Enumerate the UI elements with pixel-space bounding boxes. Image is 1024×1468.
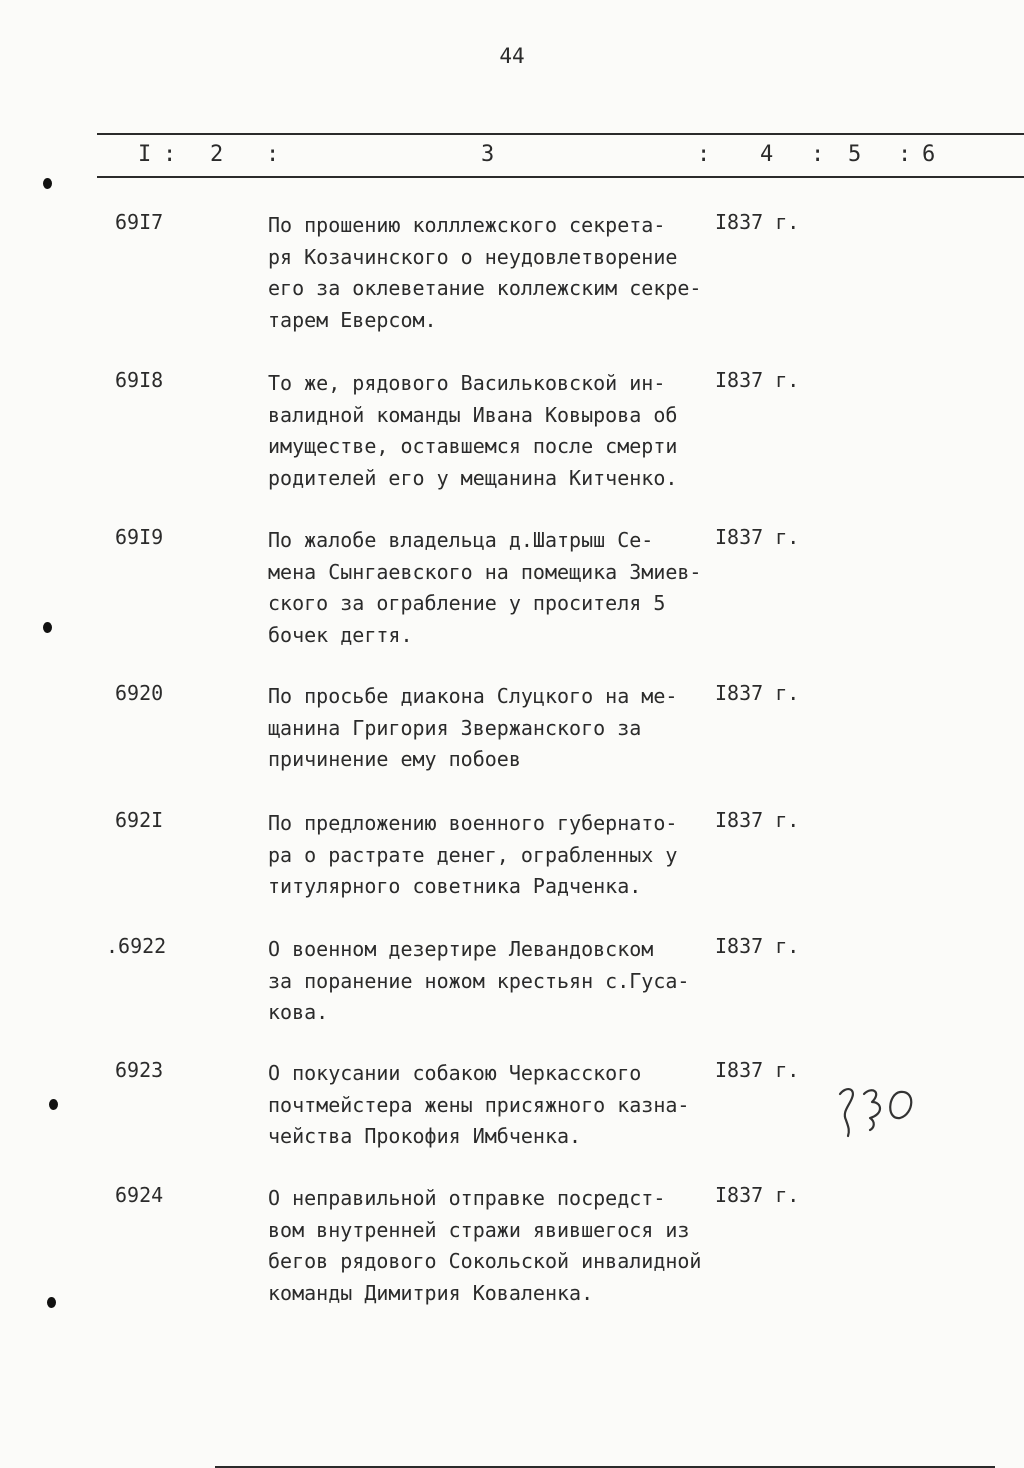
page-number: 44 [499, 44, 525, 68]
case-number: 692I [115, 808, 164, 832]
description-line: почтмейстера жены присяжного казна- [268, 1092, 690, 1117]
description-line: ра о растрате денег, ограбленных у [268, 842, 678, 867]
case-number: 6920 [115, 681, 164, 705]
case-number: 69I9 [115, 525, 164, 549]
case-description [268, 1183, 708, 1309]
description-line: кова. [268, 1000, 329, 1024]
description-line: О военном дезертире Левандовском [268, 937, 654, 961]
description-line: бегов рядового Сокольской инвалидной [268, 1249, 702, 1273]
header-col-6: 6 [922, 142, 936, 167]
header-bottom-rule [97, 176, 1024, 178]
header-sep: : [898, 142, 912, 167]
header-sep: : [697, 142, 711, 167]
handwritten-note [830, 1080, 930, 1140]
case-number: 69I7 [115, 210, 164, 234]
header-col-2: 2 [210, 142, 224, 167]
header-col-1: I [138, 142, 152, 167]
description-line: То же, рядового Васильковской ин- [268, 371, 666, 395]
header-sep: : [163, 142, 177, 167]
case-year: I837 г. [715, 1058, 800, 1082]
binding-hole [43, 622, 52, 633]
description-line: ского за ограбление у просителя 5 [268, 591, 666, 615]
description-line: команды Димитрия Коваленка. [268, 1280, 594, 1305]
case-description [268, 368, 708, 494]
description-line: О покусании собакою Черкасского [268, 1061, 642, 1085]
case-number: 69I8 [115, 368, 164, 392]
binding-hole [49, 1099, 58, 1110]
description-line: О неправильной отправке посредст- [268, 1186, 666, 1210]
header-sep: : [266, 142, 280, 167]
binding-hole [43, 178, 52, 189]
case-year: I837 г. [715, 368, 800, 392]
header-col-3: 3 [481, 142, 495, 167]
description-line: причинение ему побоев [268, 747, 521, 771]
description-line: титулярного советника Радченка. [268, 874, 642, 898]
case-number: 6924 [115, 1183, 164, 1207]
case-year: I837 г. [715, 934, 800, 958]
header-top-rule [97, 133, 1024, 135]
description-line: бочек дегтя. [268, 622, 413, 647]
header-sep: : [811, 142, 825, 167]
case-description [268, 1058, 708, 1153]
description-line: ря Козачинского о неудовлетворение [268, 244, 678, 269]
case-year: I837 г. [715, 525, 800, 549]
case-description [268, 934, 708, 1029]
description-line: тарем Еверсом. [268, 307, 437, 332]
case-description [268, 681, 708, 776]
description-line: По предложению военного губернато- [268, 811, 678, 835]
description-line: вом внутренней стражи явившегося из [268, 1217, 690, 1242]
case-number: .6922 [106, 934, 167, 958]
case-number: 6923 [115, 1058, 164, 1082]
description-line: По прошению колллежского секрета- [268, 213, 666, 237]
description-line: По жалобе владельца д.Шатрыш Се- [268, 528, 654, 552]
header-col-4: 4 [760, 142, 774, 167]
description-line: родителей его у мещанина Китченко. [268, 465, 678, 490]
case-year: I837 г. [715, 681, 800, 705]
description-line: имуществе, оставшемся после смерти [268, 434, 678, 458]
case-description [268, 210, 708, 336]
case-description [268, 808, 708, 903]
description-line: валидной команды Ивана Ковырова об [268, 402, 678, 427]
description-line: щанина Григория Звержанского за [268, 715, 642, 740]
description-line: По просьбе диакона Слуцкого на ме- [268, 684, 678, 708]
description-line: за поранение ножом крестьян с.Гуса- [268, 968, 690, 993]
description-line: чейства Прокофия Имбченка. [268, 1124, 582, 1148]
case-year: I837 г. [715, 808, 800, 832]
case-description [268, 525, 708, 651]
case-year: I837 г. [715, 210, 800, 234]
binding-hole [47, 1297, 56, 1308]
description-line: мена Сынгаевского на помещика Змиев- [268, 559, 702, 584]
description-line: его за оклеветание коллежским секре- [268, 276, 702, 300]
handwritten-note-text: 230 [830, 1080, 832, 1081]
case-year: I837 г. [715, 1183, 800, 1207]
header-col-5: 5 [848, 142, 862, 167]
